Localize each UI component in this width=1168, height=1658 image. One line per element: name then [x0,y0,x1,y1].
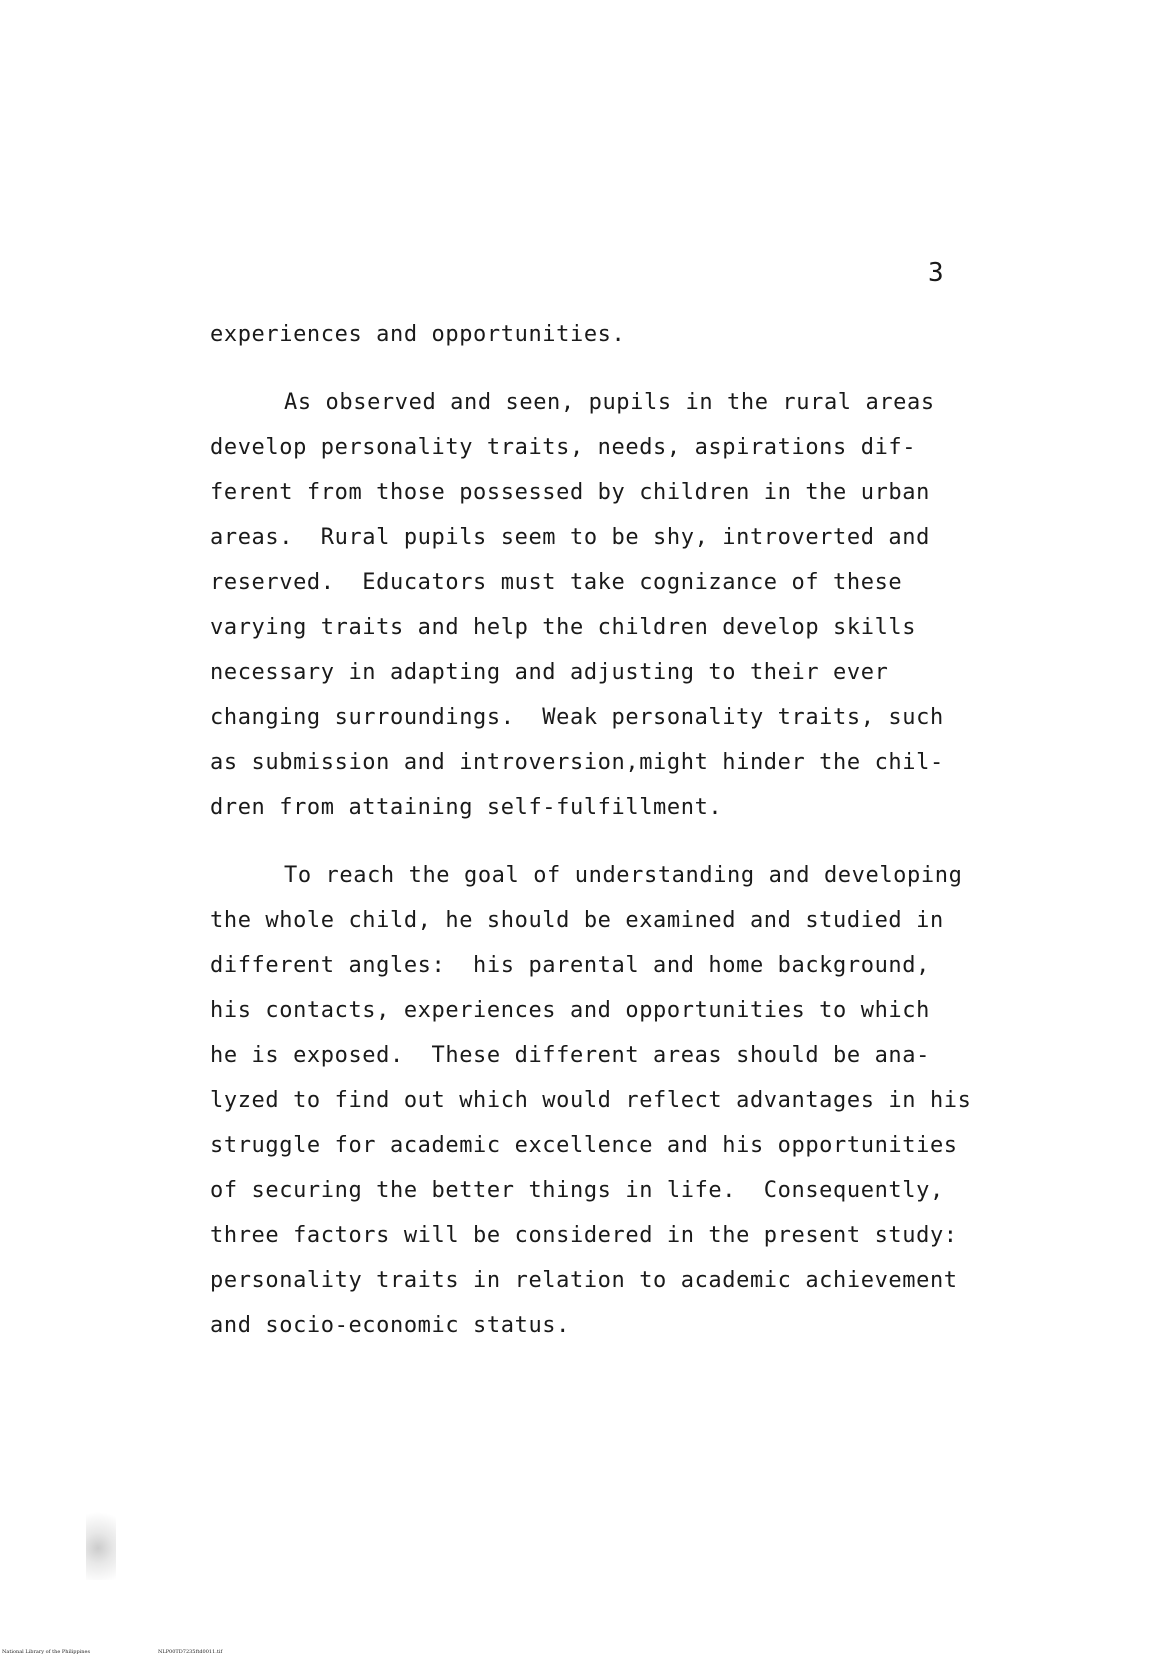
text-line: ferent from those possessed by children in the urban [210,480,930,505]
page-number: 3 [928,258,944,288]
text-line: lyzed to find out which would reflect advantages in his [210,1088,972,1113]
text-line: and socio-economic status. [210,1313,570,1338]
footer-file-name: NLP00TD7235ftd0011.tif [158,1649,223,1655]
footer-library-name: National Library of the Philippines [2,1649,91,1655]
text-line: develop personality traits, needs, aspirations dif- [210,435,917,460]
text-line: reserved. Educators must take cognizance of these [210,570,903,595]
text-line: struggle for academic excellence and his opportunities [210,1133,958,1158]
text-line: experiences and opportunities. [210,322,626,347]
text-line: dren from attaining self-fulfillment. [210,795,723,820]
text-line: varying traits and help the children develop skills [210,615,917,640]
text-line: different angles: his parental and home background, [210,953,930,978]
text-line: As observed and seen, pupils in the rural areas [284,390,935,415]
text-line: areas. Rural pupils seem to be shy, introverted and [210,525,930,550]
text-line: changing surroundings. Weak personality traits, such [210,705,944,730]
text-line: as submission and introversion,might hinder the chil- [210,750,944,775]
text-line: three factors will be considered in the present study: [210,1223,958,1248]
scan-artifact [86,1500,116,1580]
text-line: his contacts, experiences and opportunities to which [210,998,930,1023]
text-line: To reach the goal of understanding and developing [284,863,963,888]
text-line: necessary in adapting and adjusting to their ever [210,660,889,685]
text-line: of securing the better things in life. Consequently, [210,1178,944,1203]
text-line: the whole child, he should be examined and studied in [210,908,944,933]
text-line: personality traits in relation to academic achievement [210,1268,958,1293]
text-line: he is exposed. These different areas should be ana- [210,1043,930,1068]
